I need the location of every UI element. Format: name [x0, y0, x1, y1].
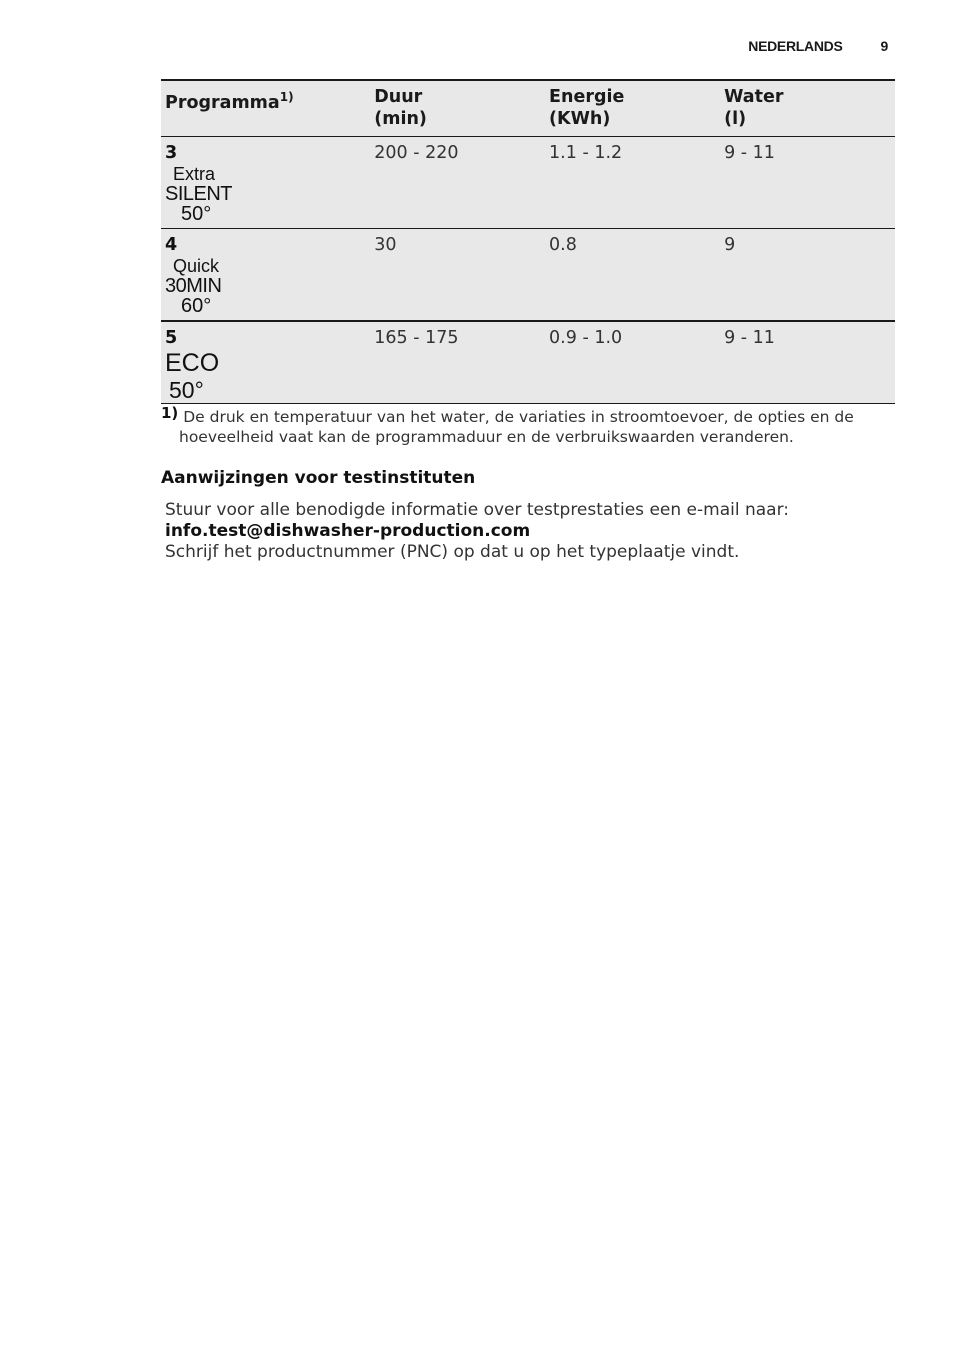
duration-cell: 200 - 220	[370, 137, 545, 229]
program-symbol-line: 30MIN	[165, 275, 222, 297]
water-cell: 9	[720, 229, 895, 322]
water-cell: 9 - 11	[720, 321, 895, 404]
program-temperature: 50°	[169, 377, 204, 403]
energy-cell: 0.8	[545, 229, 720, 322]
table-row	[161, 229, 895, 322]
column-header-water: Water (l)	[720, 80, 895, 137]
footnote-line: hoeveelheid vaat kan de programmaduur en de verbruikswaarden veranderen.	[179, 428, 794, 446]
program-cell	[161, 229, 370, 322]
body-line: Stuur voor alle benodigde informatie over testprestaties een e-mail naar:	[165, 500, 789, 520]
duration-cell: 30	[370, 229, 545, 322]
energy-cell: 0.9 - 1.0	[545, 321, 720, 404]
page-number: 9	[880, 38, 888, 54]
table-header-row	[161, 80, 895, 137]
program-number: 5	[165, 328, 178, 348]
column-header-programma: Programma$^{1)}$	[161, 80, 370, 137]
duration-cell: 165 - 175	[370, 321, 545, 404]
column-header-energie: Energie (KWh)	[545, 80, 720, 137]
body-line: Schrijf het productnummer (PNC) op dat u op het typeplaatje vindt.	[165, 542, 740, 562]
program-cell	[161, 321, 370, 404]
program-symbol-line: Quick	[173, 256, 220, 276]
email-address: info.test@dishwasher-production.com	[165, 521, 531, 541]
program-temperature: 50°	[181, 203, 212, 225]
energy-cell: 1.1 - 1.2	[545, 137, 720, 229]
header-language: NEDERLANDS	[748, 38, 843, 54]
column-header-duur: Duur (min)	[370, 80, 545, 137]
program-table	[161, 79, 895, 404]
program-symbol-line: ECO	[165, 349, 220, 377]
table-row	[161, 321, 895, 404]
table-footnote	[161, 403, 891, 447]
program-number: 3	[165, 143, 178, 163]
footnote-ref: 1)	[279, 90, 294, 104]
section-title: Aanwijzingen voor testinstituten	[161, 468, 476, 488]
program-temperature: 60°	[181, 295, 212, 317]
page-header	[700, 38, 888, 54]
program-number: 4	[165, 235, 178, 255]
footnote-line: 1) De druk en temperatuur van het water, de variaties in stroomtoevoer, de opties en de	[161, 404, 854, 426]
footnote-mark: 1)	[161, 404, 179, 422]
water-cell: 9 - 11	[720, 137, 895, 229]
program-cell	[161, 137, 370, 229]
program-symbol-line: Extra	[173, 164, 216, 184]
program-symbol-line: SILENT	[165, 183, 233, 205]
section-body	[165, 500, 885, 563]
table-row	[161, 137, 895, 229]
